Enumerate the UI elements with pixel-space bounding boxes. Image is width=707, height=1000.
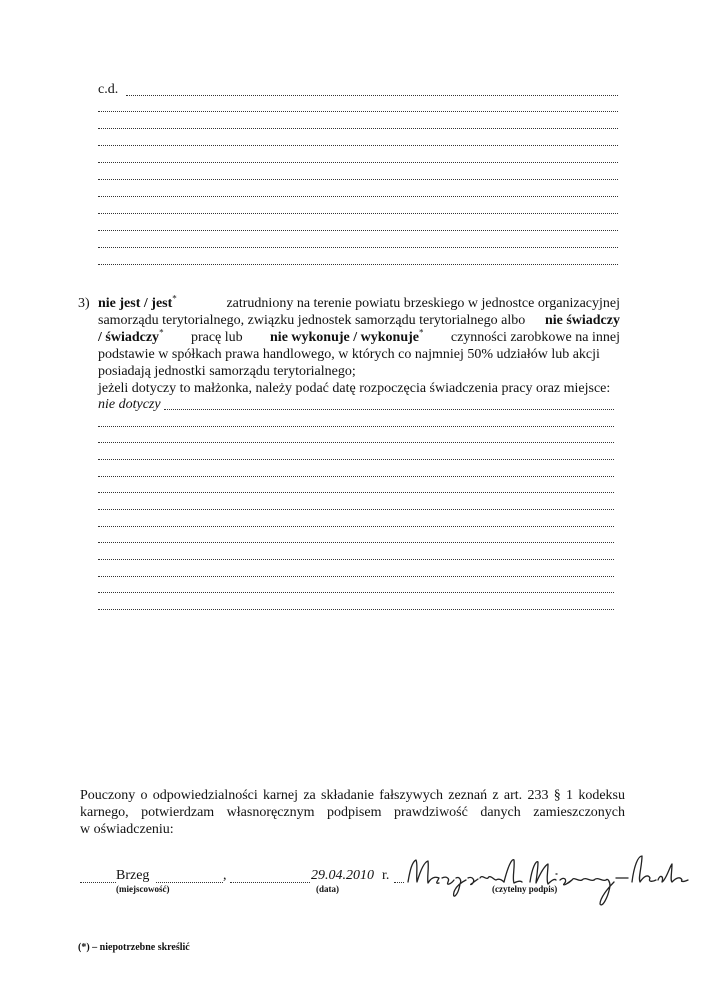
date-caption: (data) (316, 884, 339, 894)
dotted-line (98, 230, 618, 231)
date-suffix: r. (382, 868, 390, 883)
statement-line3: w oświadczeniu: (80, 822, 174, 837)
dotted-line (230, 882, 310, 883)
handwritten-signature (404, 852, 694, 912)
dotted-line (98, 492, 614, 493)
item3-line2 (98, 313, 620, 329)
dotted-line (98, 196, 618, 197)
dotted-line (98, 576, 614, 577)
item3-line2-text: samorządu terytorialnego, związku jednostek samorządu terytorialnego albo (98, 313, 526, 328)
dotted-line (98, 509, 614, 510)
comma: , (223, 868, 227, 883)
dotted-line (98, 476, 614, 477)
footnote-star: * (418, 327, 424, 338)
dotted-line (98, 542, 614, 543)
dotted-line (164, 409, 614, 410)
dotted-line (98, 162, 618, 163)
answer-value: nie dotyczy (98, 397, 161, 412)
signature-caption: (czytelny podpis) (492, 884, 558, 894)
dotted-line (80, 882, 116, 883)
dotted-line (98, 609, 614, 610)
dotted-line (98, 559, 614, 560)
date-value: 29.04.2010 (311, 868, 374, 883)
item3-line5: posiadają jednostki samorządu terytorialnego; (98, 364, 356, 379)
dotted-line (98, 128, 618, 129)
dotted-line (98, 426, 614, 427)
footnote-star: * (172, 293, 177, 304)
dotted-line (156, 882, 223, 883)
item3-line4: podstawie w spółkach prawa handlowego, w których co najmniej 50% udziałów lub akcji (98, 347, 600, 362)
footnote-text: (*) – niepotrzebne skreślić (78, 942, 190, 953)
option-is: jest (151, 296, 173, 311)
place-caption: (miejscowość) (116, 884, 170, 894)
item3-line1 (98, 293, 620, 312)
item3-line3-text-end: czynności zarobkowe na innej (450, 330, 620, 345)
dotted-line (98, 526, 614, 527)
footnote-star: * (159, 327, 164, 338)
item3-line3-text: pracę lub (190, 330, 243, 345)
dotted-line (126, 95, 618, 96)
dotted-line (98, 179, 618, 180)
item-number: 3) (78, 296, 90, 311)
option-separator: / (98, 330, 102, 345)
dotted-line (98, 111, 618, 112)
item3-line3 (98, 327, 620, 346)
statement-line1: Pouczony o odpowiedzialności karnej za składanie fałszywych zeznań z art. 233 § 1 kodeksu (80, 788, 625, 803)
dotted-line (98, 247, 618, 248)
dotted-line (98, 264, 618, 265)
option-not-provide: nie świadczy (544, 313, 620, 328)
option-separator: / (140, 296, 152, 311)
dotted-line (98, 459, 614, 460)
dotted-line (98, 592, 614, 593)
dotted-line (98, 213, 618, 214)
option-provide: świadczy (105, 330, 160, 345)
continuation-label: c.d. (98, 82, 119, 97)
item3-line1-text: zatrudniony na terenie powiatu brzeskiego w jednostce organizacyjnej (226, 296, 620, 311)
option-perform: nie wykonuje / wykonuje (270, 330, 419, 345)
dotted-line (394, 882, 404, 883)
dotted-line (98, 145, 618, 146)
dotted-line (98, 442, 614, 443)
item3-line6: jeżeli dotyczy to małżonka, należy podać datę rozpoczęcia świadczenia pracy oraz miejsce: (98, 381, 611, 396)
option-not-is: nie jest (98, 296, 141, 311)
statement-line2: karnego, potwierdzam własnoręcznym podpisem prawdziwość danych zamieszczonych (80, 805, 625, 820)
place-value: Brzeg (116, 868, 150, 883)
